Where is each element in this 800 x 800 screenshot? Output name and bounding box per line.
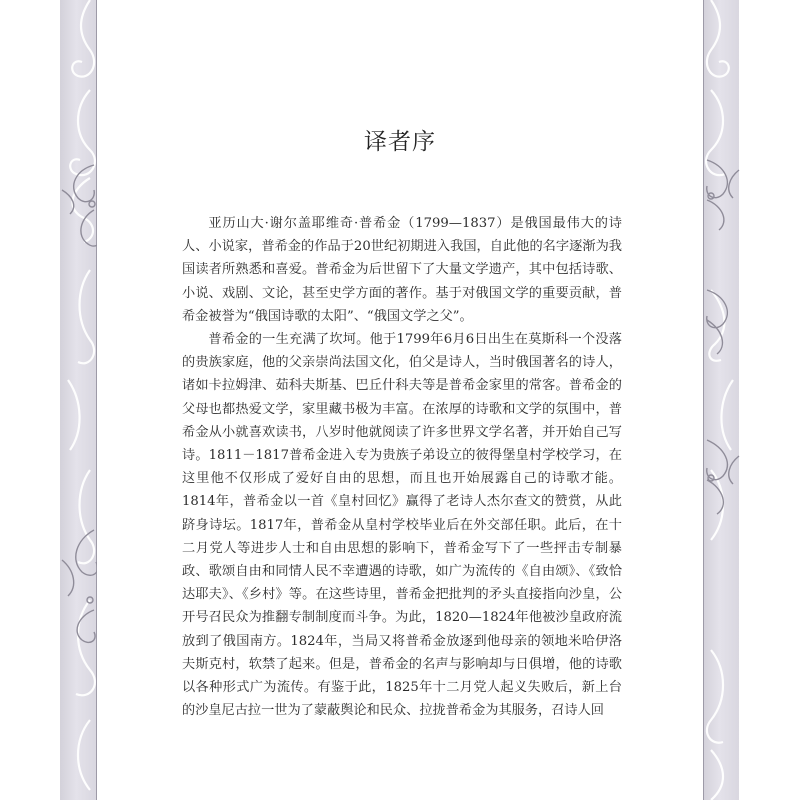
paragraph-1: 亚历山大·谢尔盖耶维奇·普希金（1799—1837）是俄国最伟大的诗人、小说家，普希金的作品于20世纪初期进入我国，自此他的名字逐渐为我国读者所熟悉和喜爱。普希金为后世留下了大量文学遗产，其中包括诗歌、小说、戏剧、文论，甚至史学方面的著作。基于对俄国文学的重要贡献，普希金被誉为“俄国诗歌的太阳”、“俄国文学之父”。 <box>182 216 622 324</box>
left-scroll-ornament-icon <box>60 0 98 800</box>
page-title: 译者序 <box>364 129 436 155</box>
paragraph-2: 普希金的一生充满了坎坷。他于1799年6月6日出生在莫斯科一个没落的贵族家庭，他的父亲崇尚法国文化，伯父是诗人，当时俄国著名的诗人，诸如卡拉姆津、茹科夫斯基、巴丘什科夫等是普希金家里的常客。普希金的父母也都热爱文学，家里藏书极为丰富。在浓厚的诗歌和文学的氛围中，普希金从小就喜欢读书，八岁时他就阅读了许多世界文学名著，并开始自己写诗。1811－1817普希金进入专为贵族子弟设立的彼得堡皇村学校学习，在这里他不仅形成了爱好自由的思想，而且也开始展露自己的诗歌才能。1814年，普希金以一首《皇村回忆》赢得了老诗人杰尔查文的赞赏，从此跻身诗坛。1817年，普希金从皇村学校毕业后在外交部任职。此后，在十二月党人等进步人士和自由思想的影响下，普希金写下了一些抨击专制暴政、歌颂自由和同情人民不幸遭遇的诗歌，如广为流传的《自由颂》、《致恰达耶夫》、《乡村》等。在这些诗里，普希金把批判的矛头直接指向沙皇，公开号召民众为推翻专制制度而斗争。为此，1820—1824年他被沙皇政府流放到了俄国南方。1824年，当局又将普希金放逐到他母亲的领地米哈伊洛夫斯克村，软禁了起来。但是，普希金的名声与影响却与日俱增，他的诗歌以各种形式广为流传。有鉴于此，1825年十二月党人起义失败后，新上台的沙皇尼古拉一世为了蒙蔽舆论和民众、拉拢普希金为其服务，召诗人回 <box>182 332 622 719</box>
body-text <box>182 212 622 722</box>
right-scroll-ornament-icon <box>703 0 741 800</box>
